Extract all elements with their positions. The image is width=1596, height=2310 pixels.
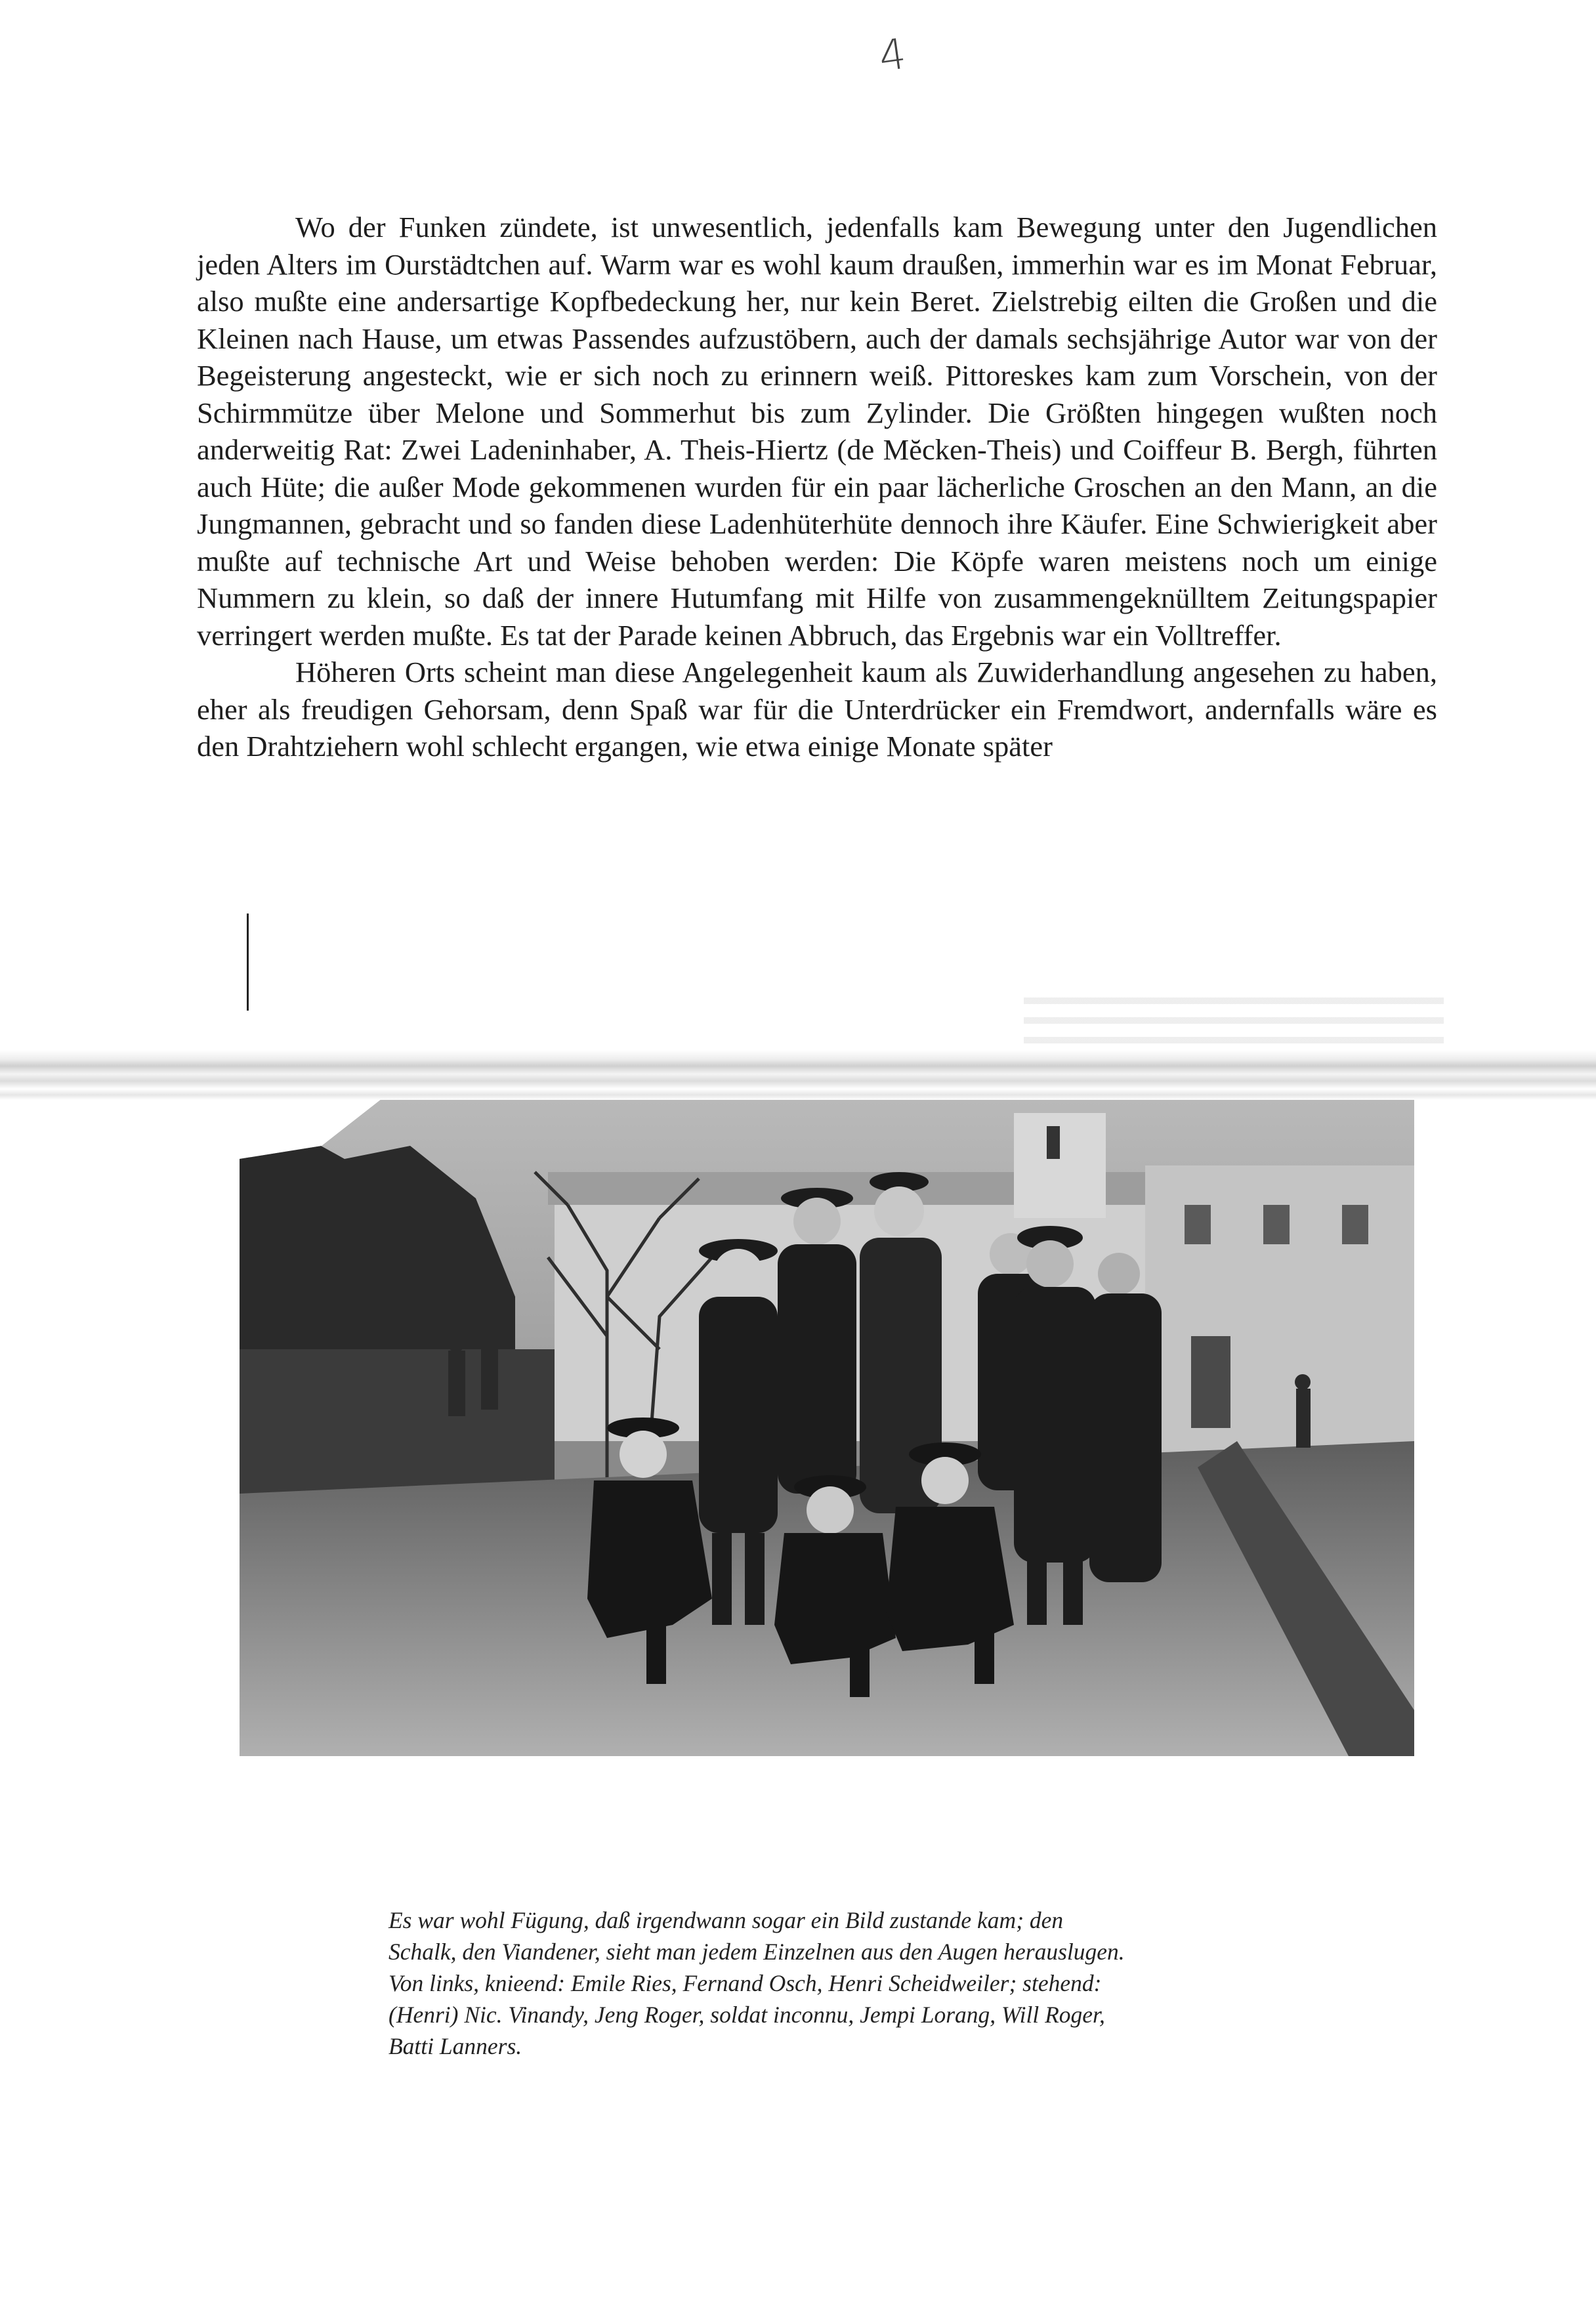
photo-image [240,1100,1414,1756]
article-body [197,209,1437,765]
photo-right-window-2 [1263,1205,1290,1244]
photo-wall [240,1349,555,1494]
photo-right-door [1191,1336,1230,1428]
article-paragraph-1: Wo der Funken zündete, ist unwesentlich, jedenfalls kam Bewegung unter den Jugendlichen jeden Alters im Ourstädtchen auf. Warm war es wohl kaum draußen, immerhin war es im Monat Februar, also mußte eine andersartige Kopfbedeckung her, nur kein Beret. Zielstrebig eilten die Großen und die Kleinen nach Hause, um etwas Passendes aufzustöbern, auch der damals sechsjährige Autor war von der Begeisterung angesteckt, wie er sich noch zu erinnern weiß. Pittoreskes kam zum Vorschein, von der Schirmmütze über Melone und Sommerhut bis zum Zylinder. Die Größten hingegen wußten noch anderweitig Rat: Zwei Ladeninhaber, A. Theis-Hiertz (de Mĕcken-Theis) und Coiffeur B. Bergh, führten auch Hüte; die außer Mode gekommenen wurden für ein paar lächerliche Groschen an den Mann, an die Jungmannen, gebracht und so fanden diese Ladenhüterhüte dennoch ihre Käufer. Eine Schwierigkeit aber mußte auf technische Art und Weise behoben werden: Die Köpfe waren meistens noch um einige Nummern zu klein, so daß der innere Hutumfang mit Hilfe von zusammengeknülltem Zeitungspapier verringert werden mußte. Es tat der Parade keinen Abbruch, das Ergebnis war ein Volltreffer. [197,211,1437,652]
scan-band-artifact [0,1050,1596,1100]
caption-line-5: Batti Lanners. [388,2033,522,2059]
caption-line-2: Schalk, den Viandener, sieht man jedem Einzelnen aus den Augen herauslugen. [388,1939,1125,1965]
margin-line [247,914,249,1011]
group-photograph [240,1100,1414,1756]
article-paragraph-2: Höheren Orts scheint man diese Angelegenheit kaum als Zuwiderhandlung angesehen zu haben, eher als freudigen Gehorsam, denn Spaß war für die Unterdrücker ein Fremdwort, andernfalls wäre es den Drahtziehern wohl schlecht ergangen, wie etwa einige Monate später [197,656,1437,763]
photo-right-window-3 [1342,1205,1368,1244]
caption-line-1: Es war wohl Fügung, daß irgendwann sogar ein Bild zustande kam; den [388,1907,1064,1933]
photo-caption [388,1904,1268,2062]
caption-line-4: (Henri) Nic. Vinandy, Jeng Roger, soldat inconnu, Jempi Lorang, Will Roger, [388,2002,1105,2028]
ghost-text-artifact [1024,984,1444,1057]
photo-tower-window [1047,1126,1060,1159]
page-number: 4 [875,30,910,82]
photo-right-window-1 [1185,1205,1211,1244]
caption-line-3: Von links, knieend: Emile Ries, Fernand Osch, Henri Scheidweiler; stehend: [388,1970,1102,1996]
